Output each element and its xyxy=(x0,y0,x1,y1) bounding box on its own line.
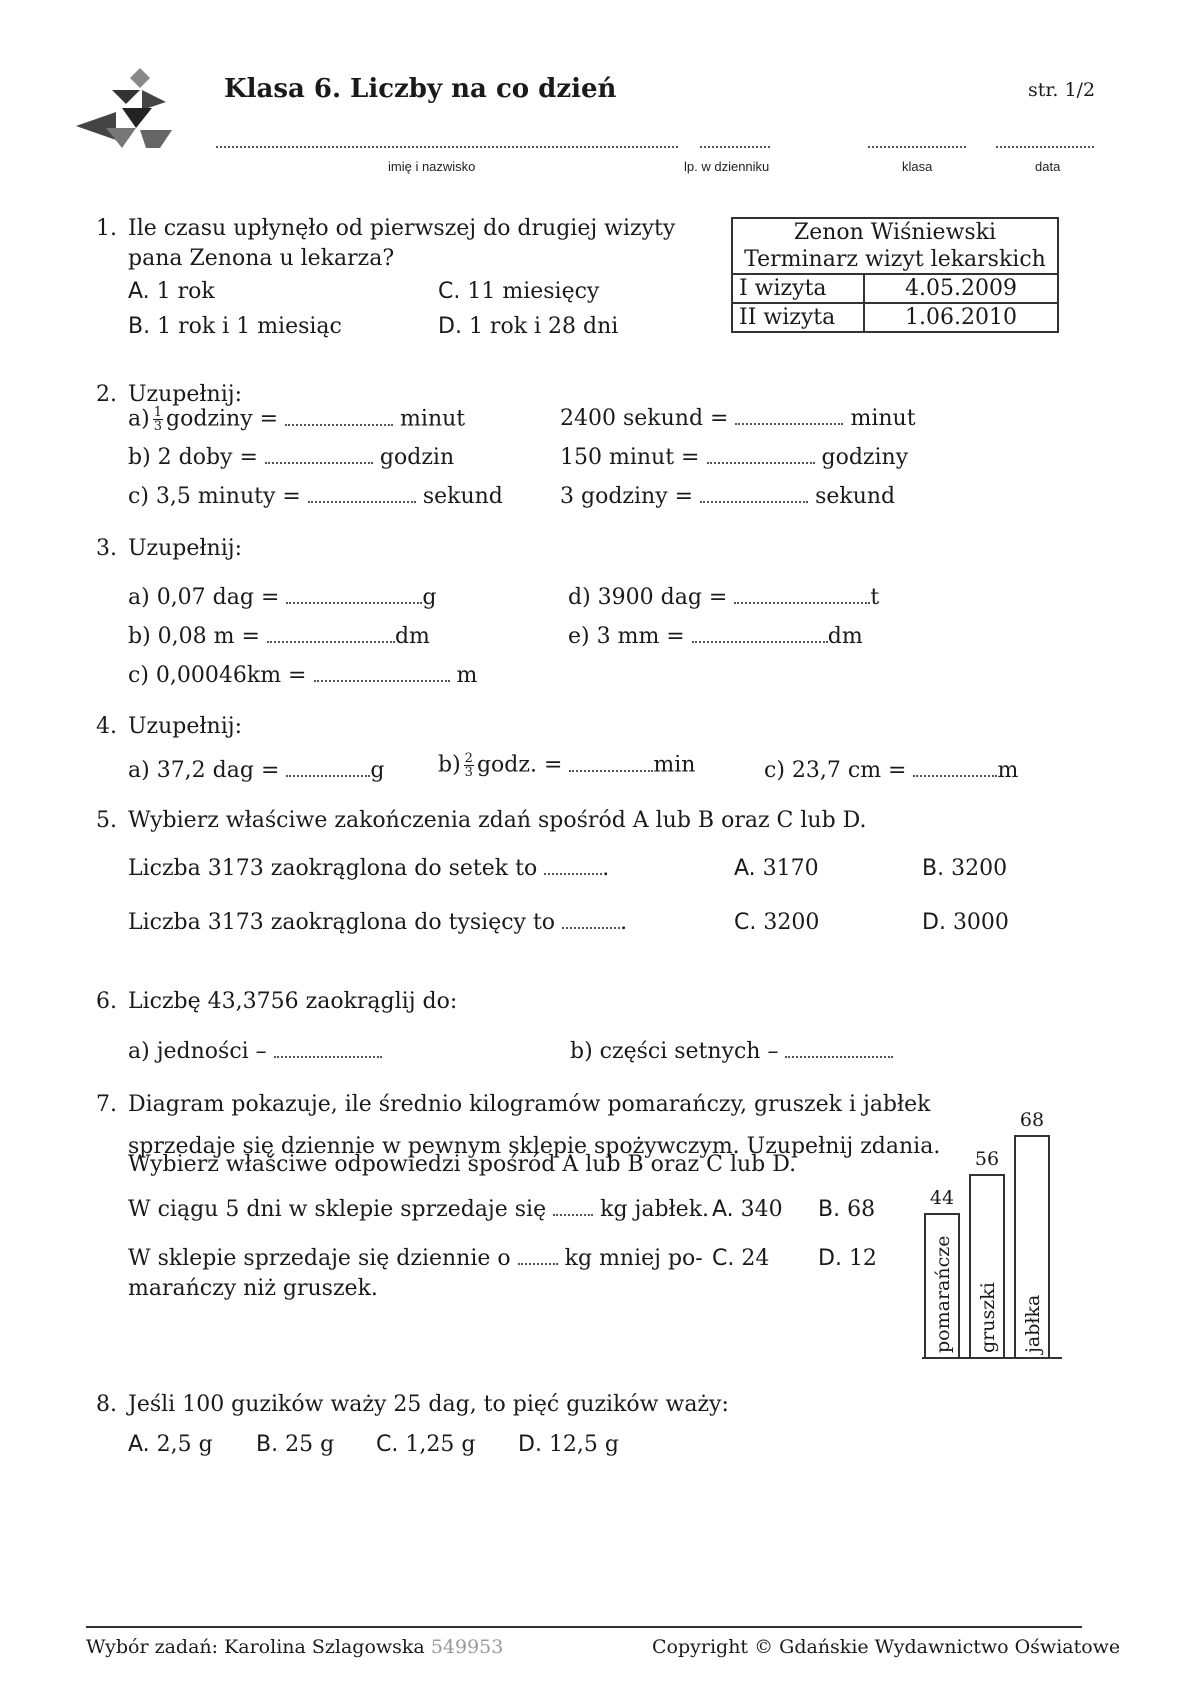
option-letter: B. xyxy=(128,314,151,339)
class-line[interactable] xyxy=(868,132,966,148)
q2-item-r3: 3 godziny = sekund xyxy=(560,484,896,509)
q2-item-a: a) $\frac{1}{3}$ godziny = minut xyxy=(128,405,466,434)
fraction: $\frac{2}{3}$ xyxy=(464,751,473,780)
chart-category-label: jabłka xyxy=(1022,1294,1044,1353)
page-title: Klasa 6. Liczby na co dzień xyxy=(224,74,617,104)
q2-heading: Uzupełnij: xyxy=(128,382,242,407)
q7-option-a[interactable]: A. 340 xyxy=(712,1197,783,1222)
chart-category-label: gruszki xyxy=(977,1282,999,1353)
q3-item-d: d) 3900 dag = t xyxy=(568,585,880,610)
q1-option-c[interactable] xyxy=(438,279,599,304)
q8-option-c[interactable]: C. 1,25 g xyxy=(376,1432,476,1457)
answer-blank[interactable] xyxy=(700,487,808,503)
class-label: klasa xyxy=(902,159,933,174)
footer-author: Wybór zadań: Karolina Szlagowska 549953 xyxy=(86,1636,504,1658)
chart-data-label: 68 xyxy=(1019,1109,1045,1131)
q4-heading: Uzupełnij: xyxy=(128,714,242,739)
page-number: str. 1/2 xyxy=(1028,79,1096,101)
q7-sentence-1: W ciągu 5 dni w sklepie sprzedaje się kg jabłek. xyxy=(128,1197,710,1222)
number-line[interactable] xyxy=(700,132,770,148)
q7-sentence-2: W sklepie sprzedaje się dziennie o kg mniej po- xyxy=(128,1246,703,1271)
q1-text-line1: Ile czasu upłynęło od pierwszej do drugiej wizyty xyxy=(128,216,676,241)
answer-blank[interactable] xyxy=(286,588,422,604)
q2-item-r2: 150 minut = godziny xyxy=(560,445,909,470)
chart-data-label: 44 xyxy=(929,1187,955,1209)
answer-blank[interactable] xyxy=(265,448,373,464)
answer-blank[interactable] xyxy=(785,1042,893,1058)
date-label: data xyxy=(1035,159,1061,174)
answer-blank[interactable] xyxy=(267,627,395,643)
q1-option-d[interactable] xyxy=(438,314,618,339)
q5-sentence-1: Liczba 3173 zaokrąglona do setek to . xyxy=(128,856,610,881)
visits-table-title: Zenon Wiśniewski xyxy=(732,218,1058,246)
q7-number: 7. xyxy=(96,1092,117,1117)
q2-item-c: c) 3,5 minuty = sekund xyxy=(128,484,503,509)
answer-blank[interactable] xyxy=(735,409,843,425)
q8-option-d[interactable]: D. 12,5 g xyxy=(518,1432,619,1457)
option-text: 1 rok xyxy=(156,279,215,304)
q1-option-b[interactable] xyxy=(128,314,342,339)
q1-number: 1. xyxy=(96,216,117,241)
answer-blank[interactable] xyxy=(734,588,870,604)
answer-blank[interactable] xyxy=(274,1042,382,1058)
number-label: lp. w dzienniku xyxy=(684,159,770,174)
q5-option-d[interactable]: D. 3000 xyxy=(922,910,1009,935)
name-label: imię i nazwisko xyxy=(388,159,476,174)
q8-option-b[interactable]: B. 25 g xyxy=(256,1432,335,1457)
q3-number: 3. xyxy=(96,536,117,561)
q4-item-a: a) 37,2 dag = g xyxy=(128,758,385,783)
q3-heading: Uzupełnij: xyxy=(128,536,242,561)
q7-option-d[interactable]: D. 12 xyxy=(818,1246,877,1271)
q4-item-c: c) 23,7 cm = m xyxy=(764,758,1019,783)
q5-option-b[interactable]: B. 3200 xyxy=(922,856,1008,881)
option-letter: A. xyxy=(128,279,150,304)
chart-data-label: 56 xyxy=(974,1148,1000,1170)
q6-item-b: b) części setnych – xyxy=(570,1039,893,1064)
visits-table-subtitle: Terminarz wizyt lekarskich xyxy=(732,246,1058,274)
chart-baseline xyxy=(922,1357,1062,1359)
q4-item-b: b) $\frac{2}{3}$ godz. = min xyxy=(438,751,696,780)
answer-blank[interactable] xyxy=(518,1249,558,1265)
q1-option-a[interactable] xyxy=(128,279,215,304)
q7-sentence-2-cont: marańczy niż gruszek. xyxy=(128,1276,378,1301)
table-row: II wizyta 1.06.2010 xyxy=(732,303,1058,332)
answer-blank[interactable] xyxy=(553,1200,593,1216)
answer-blank[interactable] xyxy=(569,756,653,772)
answer-blank[interactable] xyxy=(285,410,393,426)
tangram-logo xyxy=(76,68,176,156)
chart-category-label: pomarańcze xyxy=(932,1235,954,1353)
option-text: 1 rok i 28 dni xyxy=(468,314,619,339)
q5-option-a[interactable]: A. 3170 xyxy=(734,856,819,881)
q8-option-a[interactable]: A. 2,5 g xyxy=(128,1432,213,1457)
footer-id: 549953 xyxy=(430,1636,504,1658)
footer-copyright: Copyright © Gdańskie Wydawnictwo Oświatowe xyxy=(652,1636,1121,1658)
q3-item-a: a) 0,07 dag = g xyxy=(128,585,437,610)
q6-item-a: a) jedności – xyxy=(128,1039,382,1064)
answer-blank[interactable] xyxy=(286,761,370,777)
visits-table xyxy=(731,217,1059,333)
q7-text-line2: sprzedaje się dziennie w pewnym sklepie spożywczym. Uzupełnij zdania. xyxy=(128,1134,941,1159)
answer-blank[interactable] xyxy=(314,666,450,682)
q1-text-line2: pana Zenona u lekarza? xyxy=(128,246,395,271)
q2-item-r1: 2400 sekund = minut xyxy=(560,406,916,431)
option-text: 1 rok i 1 miesiąc xyxy=(157,314,342,339)
footer-rule xyxy=(86,1626,1082,1628)
q8-number: 8. xyxy=(96,1392,117,1417)
q7-option-b[interactable]: B. 68 xyxy=(818,1197,876,1222)
q3-item-b: b) 0,08 m = dm xyxy=(128,624,430,649)
q3-item-c: c) 0,00046km = m xyxy=(128,663,478,688)
option-letter: C. xyxy=(438,279,461,304)
q3-item-e: e) 3 mm = dm xyxy=(568,624,863,649)
q7-option-c[interactable]: C. 24 xyxy=(712,1246,770,1271)
answer-blank[interactable] xyxy=(562,913,620,929)
q4-number: 4. xyxy=(96,714,117,739)
q7-text-line1: Diagram pokazuje, ile średnio kilogramów pomarańczy, gruszek i jabłek xyxy=(128,1092,931,1117)
date-line[interactable] xyxy=(996,132,1094,148)
answer-blank[interactable] xyxy=(707,448,815,464)
answer-blank[interactable] xyxy=(913,761,997,777)
fraction: $\frac{1}{3}$ xyxy=(153,405,162,434)
q6-text: Liczbę 43,3756 zaokrąglij do: xyxy=(128,989,458,1014)
table-row: I wizyta 4.05.2009 xyxy=(732,274,1058,303)
answer-blank[interactable] xyxy=(544,859,602,875)
q2-number: 2. xyxy=(96,382,117,407)
q7-text-line3: Wybierz właściwe odpowiedzi spośród A lub B oraz C lub D. xyxy=(128,1152,797,1177)
q5-text: Wybierz właściwe zakończenia zdań spośród A lub B oraz C lub D. xyxy=(128,808,867,833)
q5-number: 5. xyxy=(96,808,117,833)
sales-bar-chart xyxy=(920,1100,1070,1360)
name-line[interactable] xyxy=(216,132,678,148)
option-letter: D. xyxy=(438,314,462,339)
answer-blank[interactable] xyxy=(308,487,416,503)
q8-text: Jeśli 100 guzików waży 25 dag, to pięć guzików waży: xyxy=(128,1392,729,1417)
q2-item-b: b) 2 doby = godzin xyxy=(128,445,455,470)
q6-number: 6. xyxy=(96,989,117,1014)
option-text: 11 miesięcy xyxy=(467,279,600,304)
q5-option-c[interactable]: C. 3200 xyxy=(734,910,820,935)
q5-sentence-2: Liczba 3173 zaokrąglona do tysięcy to . xyxy=(128,910,628,935)
answer-blank[interactable] xyxy=(692,627,828,643)
